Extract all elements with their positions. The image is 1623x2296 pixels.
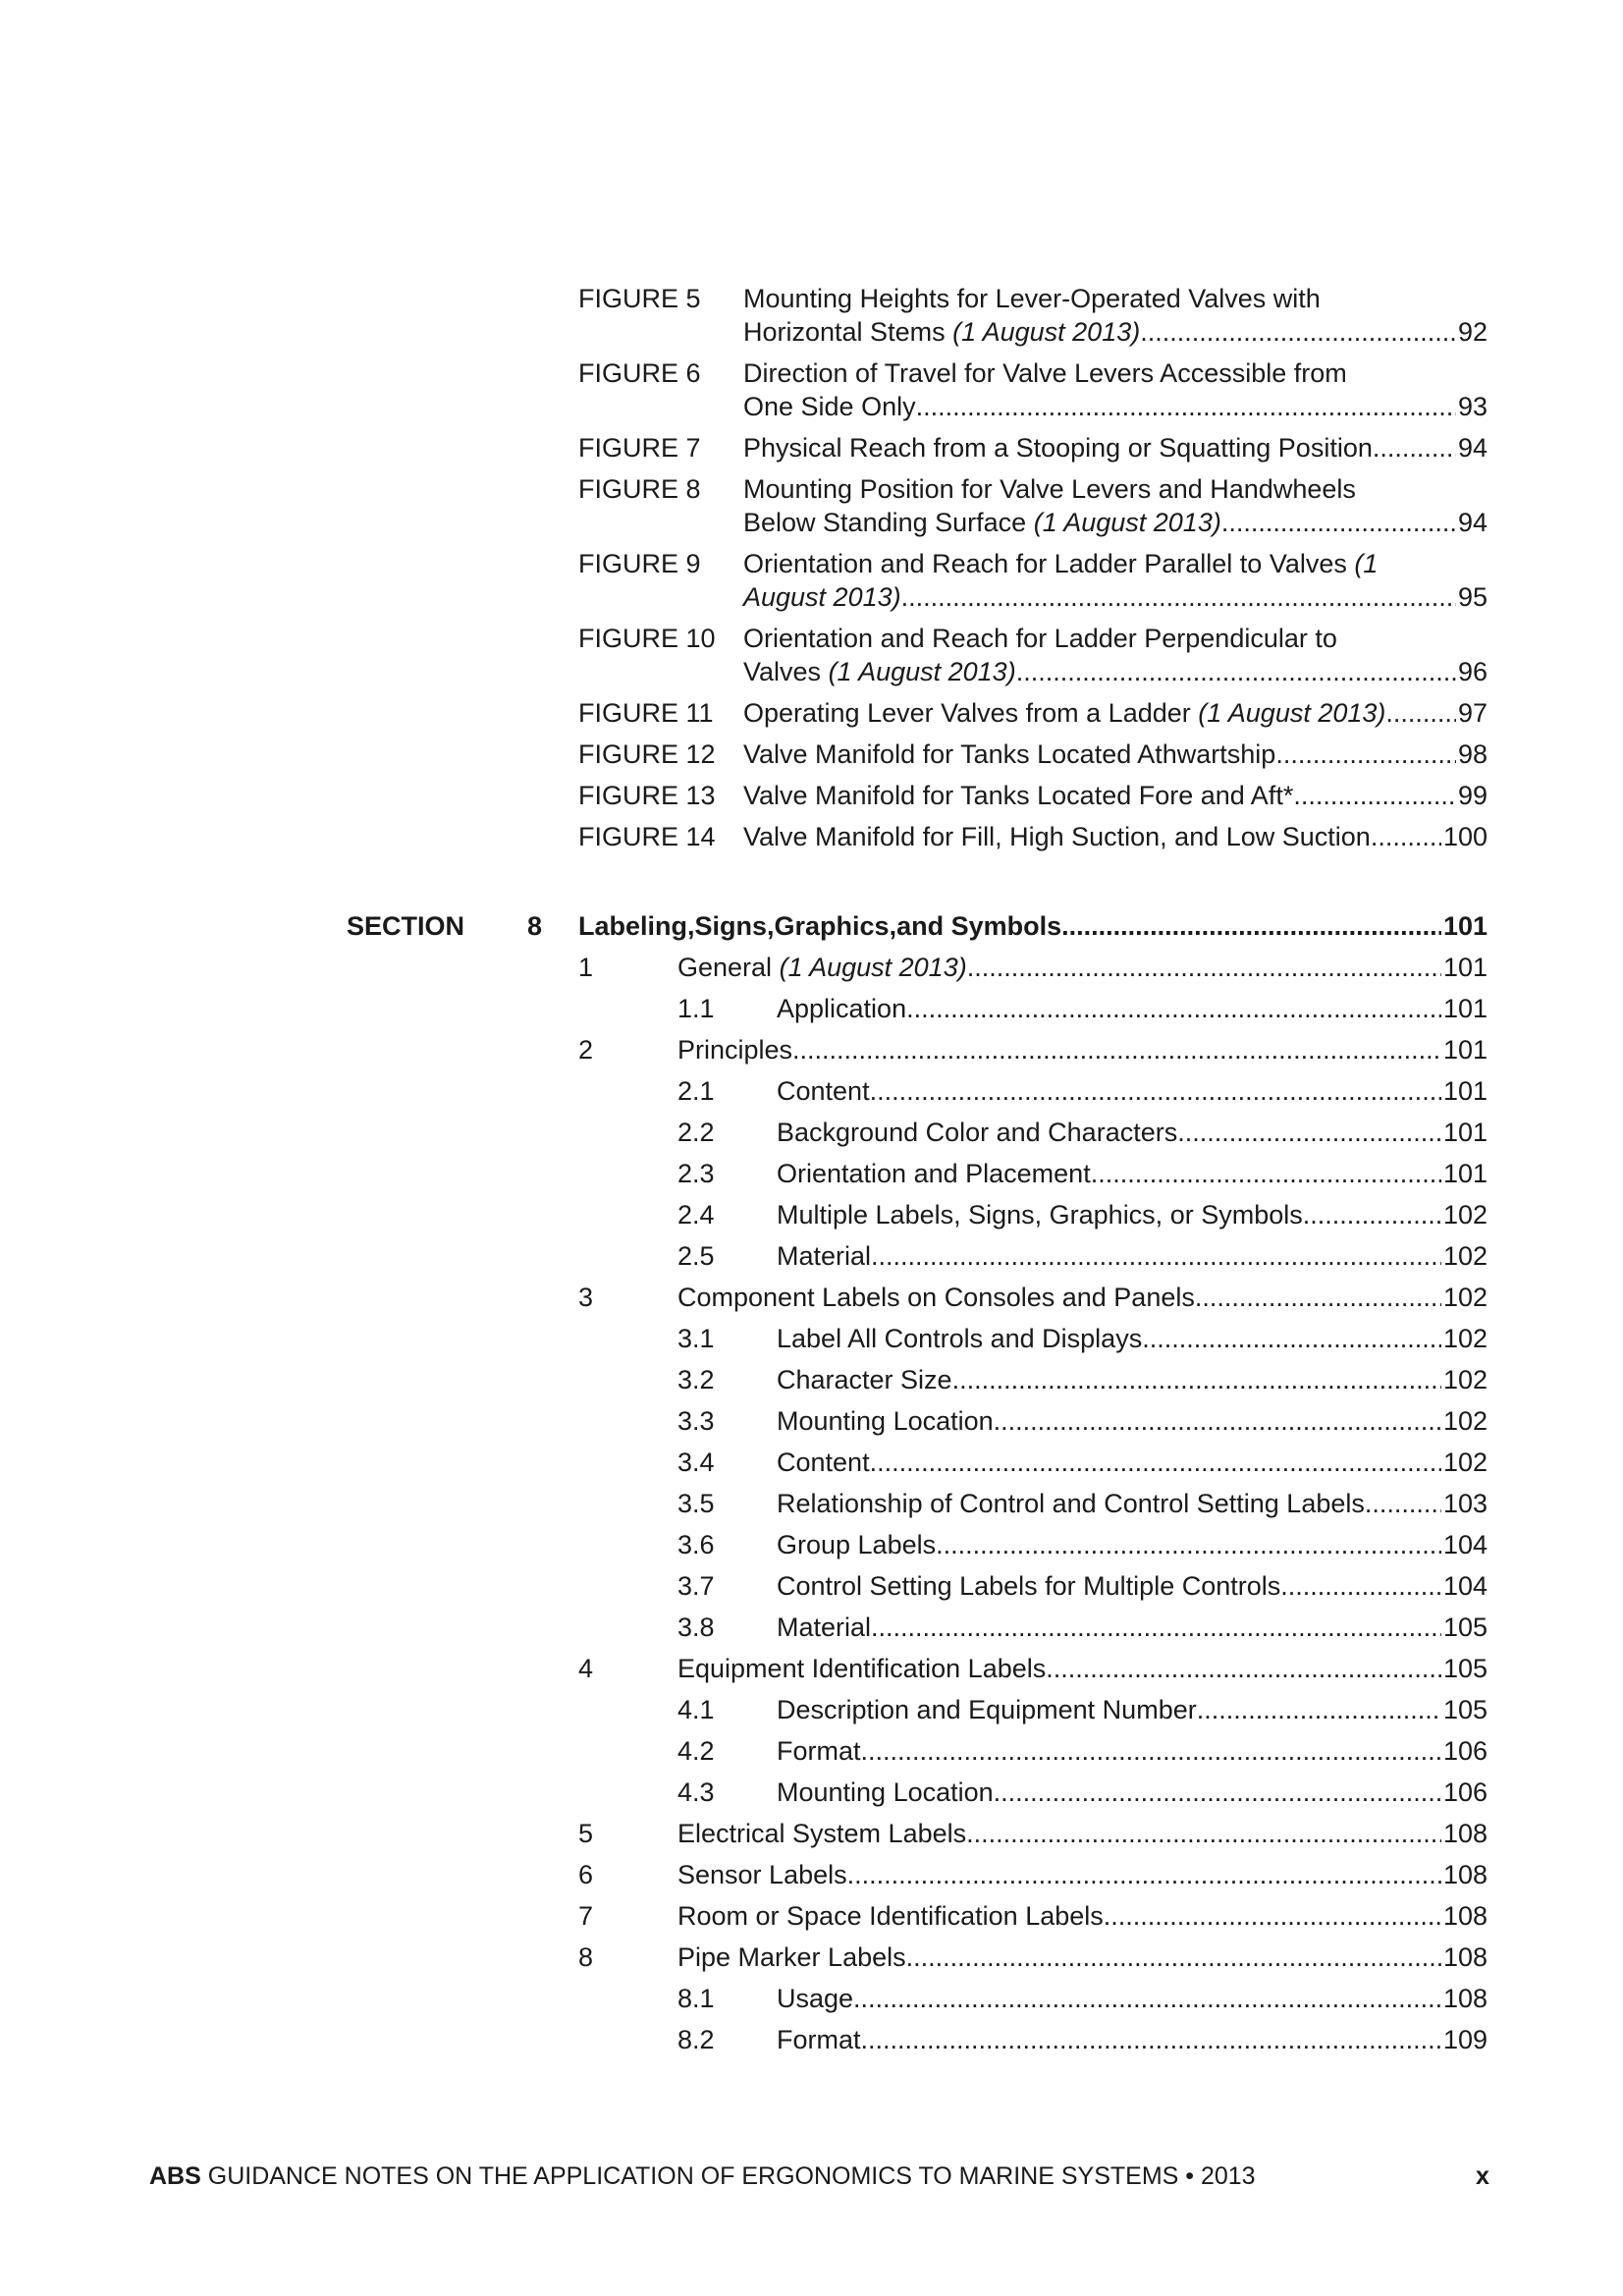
entry-title: Material [777, 1241, 872, 1271]
entry-number: 2.2 [677, 1118, 715, 1147]
page-number: 106 [1442, 1777, 1488, 1807]
leader-dots [792, 1033, 1441, 1066]
toc-entry[interactable] [777, 1157, 1488, 1190]
brand-logo-text: ABS [149, 2162, 201, 2190]
figure-title: Mounting Heights for Lever-Operated Valves with [743, 284, 1321, 313]
entry-number: 2 [578, 1035, 594, 1065]
leader-dots [967, 951, 1441, 984]
leader-dots [870, 1074, 1441, 1108]
page-number: 100 [1442, 822, 1488, 851]
page-number: 108 [1442, 1942, 1488, 1972]
page-number: 98 [1457, 739, 1488, 769]
page-number: 99 [1457, 781, 1488, 810]
page-number: 102 [1442, 1448, 1488, 1477]
leader-dots [847, 1858, 1441, 1891]
entry-title: Background Color and Characters [777, 1118, 1178, 1147]
toc-entry-section-8[interactable] [578, 909, 1488, 943]
entry-title: Relationship of Control and Control Setting Labels [777, 1489, 1365, 1518]
page-number: 93 [1457, 392, 1488, 421]
page-number: 109 [1442, 2025, 1488, 2054]
page-number: 104 [1442, 1571, 1488, 1601]
page-number: 97 [1457, 698, 1488, 728]
toc-entry[interactable] [677, 1281, 1488, 1314]
figure-title: Orientation and Reach for Ladder Parallel to Valves (1 [743, 549, 1379, 578]
leader-dots [871, 1611, 1441, 1644]
toc-entry[interactable] [777, 992, 1488, 1025]
entry-title: Multiple Labels, Signs, Graphics, or Symbols [777, 1200, 1303, 1230]
figure-label: FIGURE 12 [578, 739, 716, 769]
figure-label: FIGURE 13 [578, 781, 716, 810]
entry-number: 2.5 [677, 1241, 715, 1271]
toc-entry[interactable] [777, 1776, 1488, 1809]
leader-dots [1365, 1487, 1441, 1520]
entry-number: 1 [578, 953, 594, 982]
entry-number: 8 [578, 1942, 594, 1972]
page-number: 101 [1442, 1035, 1488, 1065]
leader-dots [861, 1734, 1441, 1768]
figure-label: FIGURE 10 [578, 624, 716, 653]
entry-title: Control Setting Labels for Multiple Controls [777, 1571, 1281, 1601]
toc-entry[interactable] [777, 1363, 1488, 1396]
entry-title: Component Labels on Consoles and Panels [677, 1283, 1195, 1312]
leader-dots [1142, 1322, 1441, 1355]
leader-dots [1104, 1899, 1441, 1933]
toc-entry[interactable] [777, 1239, 1488, 1273]
entry-number: 3.2 [677, 1365, 715, 1394]
leader-dots [1177, 1116, 1441, 1149]
leader-dots [870, 1446, 1441, 1479]
leader-dots [1016, 655, 1456, 688]
entry-number: 4.2 [677, 1736, 715, 1766]
section-label: SECTION [347, 911, 465, 941]
entry-number: 3.1 [677, 1324, 715, 1353]
figure-title: Valve Manifold for Fill, High Suction, and Low Suction [743, 822, 1371, 851]
entry-number: 4 [578, 1654, 594, 1683]
entry-number: 1.1 [677, 994, 715, 1023]
entry-title: Description and Equipment Number [777, 1695, 1197, 1724]
leader-dots [853, 1982, 1441, 2015]
entry-title: Format [777, 2025, 861, 2054]
toc-entry-figure-11[interactable] [743, 696, 1488, 730]
figure-title: Valve Manifold for Tanks Located Fore and Aft* [743, 781, 1294, 810]
toc-entry[interactable] [777, 1487, 1488, 1520]
toc-entry[interactable] [777, 1404, 1488, 1438]
figure-label: FIGURE 5 [578, 284, 701, 313]
page-number: 103 [1442, 1489, 1488, 1518]
leader-dots [994, 1404, 1441, 1438]
leader-dots [1140, 315, 1456, 349]
entry-title: General (1 August 2013) [677, 953, 967, 982]
toc-entry[interactable] [677, 951, 1488, 984]
entry-title: Orientation and Placement [777, 1159, 1091, 1188]
toc-entry-figure-7[interactable] [743, 431, 1488, 465]
page-number: 101 [1442, 994, 1488, 1023]
leader-dots [871, 1239, 1441, 1273]
entry-title: Pipe Marker Labels [677, 1942, 906, 1972]
page-number: 101 [1442, 953, 1488, 982]
leader-dots [1280, 1569, 1441, 1603]
page-number: 102 [1442, 1406, 1488, 1436]
toc-entry[interactable] [777, 1611, 1488, 1644]
toc-entry[interactable] [777, 1198, 1488, 1231]
page-number: 94 [1457, 508, 1488, 537]
page-number: 101 [1442, 1076, 1488, 1106]
page-number: 108 [1442, 1901, 1488, 1931]
page-number: 94 [1457, 433, 1488, 463]
toc-entry[interactable] [777, 1116, 1488, 1149]
entry-title: Principles [677, 1035, 793, 1065]
page-number: 104 [1442, 1530, 1488, 1559]
leader-dots [936, 1528, 1441, 1561]
page-number: 105 [1442, 1654, 1488, 1683]
toc-entry[interactable] [777, 1982, 1488, 2015]
toc-entry[interactable] [677, 1817, 1488, 1850]
leader-dots [901, 580, 1456, 614]
toc-entry-figure-9[interactable] [743, 580, 1488, 614]
footer-text: GUIDANCE NOTES ON THE APPLICATION OF ERGONOMICS TO MARINE SYSTEMS • 2013 [207, 2162, 1256, 2190]
figure-title-cont: Valves (1 August 2013) [743, 657, 1016, 686]
leader-dots [1197, 1693, 1441, 1726]
entry-number: 3.8 [677, 1613, 715, 1642]
page-number: 105 [1442, 1613, 1488, 1642]
section-number: 8 [527, 911, 543, 941]
figure-label: FIGURE 9 [578, 549, 701, 578]
leader-dots [1293, 779, 1456, 812]
entry-title: Label All Controls and Displays [777, 1324, 1143, 1353]
entry-number: 2.4 [677, 1200, 715, 1230]
page-number: 102 [1442, 1283, 1488, 1312]
page-number: 92 [1457, 317, 1488, 347]
entry-title: Material [777, 1613, 872, 1642]
toc-entry[interactable] [677, 1941, 1488, 1974]
figure-title-cont: Horizontal Stems (1 August 2013) [743, 317, 1141, 347]
page-number: 108 [1442, 1860, 1488, 1889]
toc-entry[interactable] [777, 1734, 1488, 1768]
figure-title: Mounting Position for Valve Levers and Handwheels [743, 474, 1356, 504]
figure-title: Operating Lever Valves from a Ladder (1 August 2013) [743, 698, 1386, 728]
leader-dots [1195, 1281, 1441, 1314]
page-number: 108 [1442, 1819, 1488, 1848]
page-number: 102 [1442, 1241, 1488, 1271]
entry-title: Room or Space Identification Labels [677, 1901, 1104, 1931]
entry-title: Group Labels [777, 1530, 937, 1559]
entry-title: Content [777, 1448, 870, 1477]
toc-entry[interactable] [777, 1322, 1488, 1355]
entry-title: Equipment Identification Labels [677, 1654, 1047, 1683]
leader-dots [1046, 1652, 1441, 1685]
entry-title: Usage [777, 1984, 854, 2013]
toc-entry-figure-13[interactable] [743, 779, 1488, 812]
figure-title-cont: Below Standing Surface (1 August 2013) [743, 508, 1221, 537]
figure-title: Orientation and Reach for Ladder Perpendicular to [743, 624, 1337, 653]
page-number: 106 [1442, 1736, 1488, 1766]
leader-dots [916, 390, 1456, 423]
leader-dots [994, 1776, 1441, 1809]
page-number: 102 [1442, 1324, 1488, 1353]
section-title: Labeling,Signs,Graphics,and Symbols [578, 911, 1062, 941]
figure-title: Valve Manifold for Tanks Located Athwartship [743, 739, 1276, 769]
figure-label: FIGURE 8 [578, 474, 701, 504]
entry-number: 3.5 [677, 1489, 715, 1518]
leader-dots [1385, 696, 1456, 730]
entry-title: Mounting Location [777, 1406, 994, 1436]
leader-dots [1061, 909, 1441, 943]
entry-number: 8.1 [677, 1984, 715, 2013]
toc-entry[interactable] [777, 2023, 1488, 2056]
page-number: 101 [1442, 1118, 1488, 1147]
figure-title-cont: August 2013) [743, 582, 901, 612]
toc-entry[interactable] [677, 1652, 1488, 1685]
entry-number: 3.3 [677, 1406, 715, 1436]
toc-entry[interactable] [677, 1858, 1488, 1891]
page-number: 101 [1442, 1159, 1488, 1188]
toc-entry-figure-14[interactable] [743, 820, 1488, 853]
page-number: 102 [1442, 1365, 1488, 1394]
leader-dots [952, 1363, 1441, 1396]
figure-label: FIGURE 14 [578, 822, 716, 851]
toc-entry[interactable] [777, 1528, 1488, 1561]
figure-label: FIGURE 6 [578, 358, 701, 388]
entry-number: 4.1 [677, 1695, 715, 1724]
entry-number: 4.3 [677, 1777, 715, 1807]
figure-label: FIGURE 7 [578, 433, 701, 463]
entry-number: 3.7 [677, 1571, 715, 1601]
toc-entry-figure-12[interactable] [743, 738, 1488, 771]
toc-entry[interactable] [677, 1899, 1488, 1933]
entry-number: 8.2 [677, 2025, 715, 2054]
entry-title: Application [777, 994, 907, 1023]
toc-entry[interactable] [777, 1569, 1488, 1603]
entry-number: 3 [578, 1283, 594, 1312]
entry-number: 2.3 [677, 1159, 715, 1188]
entry-title: Format [777, 1736, 861, 1766]
footer-title [149, 2160, 1256, 2192]
toc-entry[interactable] [777, 1693, 1488, 1726]
figure-title: Direction of Travel for Valve Levers Accessible from [743, 358, 1347, 388]
toc-entry[interactable] [777, 1074, 1488, 1108]
toc-entry[interactable] [777, 1446, 1488, 1479]
leader-dots [861, 2023, 1441, 2056]
entry-title: Character Size [777, 1365, 952, 1394]
page-number: 95 [1457, 582, 1488, 612]
entry-number: 3.6 [677, 1530, 715, 1559]
figure-title: Physical Reach from a Stooping or Squatting Position [743, 433, 1373, 463]
entry-number: 6 [578, 1860, 594, 1889]
entry-number: 2.1 [677, 1076, 715, 1106]
page-number: 105 [1442, 1695, 1488, 1724]
leader-dots [1373, 431, 1456, 465]
toc-entry-figure-5[interactable] [743, 315, 1488, 349]
entry-number: 7 [578, 1901, 594, 1931]
toc-entry-figure-6[interactable] [743, 390, 1488, 423]
entry-title: Content [777, 1076, 870, 1106]
toc-entry-figure-8[interactable] [743, 506, 1488, 539]
entry-number: 3.4 [677, 1448, 715, 1477]
page-number: 102 [1442, 1200, 1488, 1230]
page-number: 108 [1442, 1984, 1488, 2013]
leader-dots [906, 992, 1441, 1025]
page-number: 101 [1442, 911, 1488, 941]
leader-dots [966, 1817, 1441, 1850]
toc-entry-figure-10[interactable] [743, 655, 1488, 688]
entry-title: Mounting Location [777, 1777, 994, 1807]
entry-title: Electrical System Labels [677, 1819, 967, 1848]
leader-dots [1371, 820, 1441, 853]
page-number: 96 [1457, 657, 1488, 686]
figure-title-cont: One Side Only [743, 392, 916, 421]
entry-title: Sensor Labels [677, 1860, 847, 1889]
leader-dots [1091, 1157, 1441, 1190]
leader-dots [1275, 738, 1456, 771]
footer-page-number: x [1476, 2162, 1489, 2190]
entry-number: 5 [578, 1819, 594, 1848]
toc-entry[interactable] [677, 1033, 1488, 1066]
figure-label: FIGURE 11 [578, 698, 714, 728]
leader-dots [1303, 1198, 1441, 1231]
leader-dots [1221, 506, 1456, 539]
leader-dots [906, 1941, 1441, 1974]
